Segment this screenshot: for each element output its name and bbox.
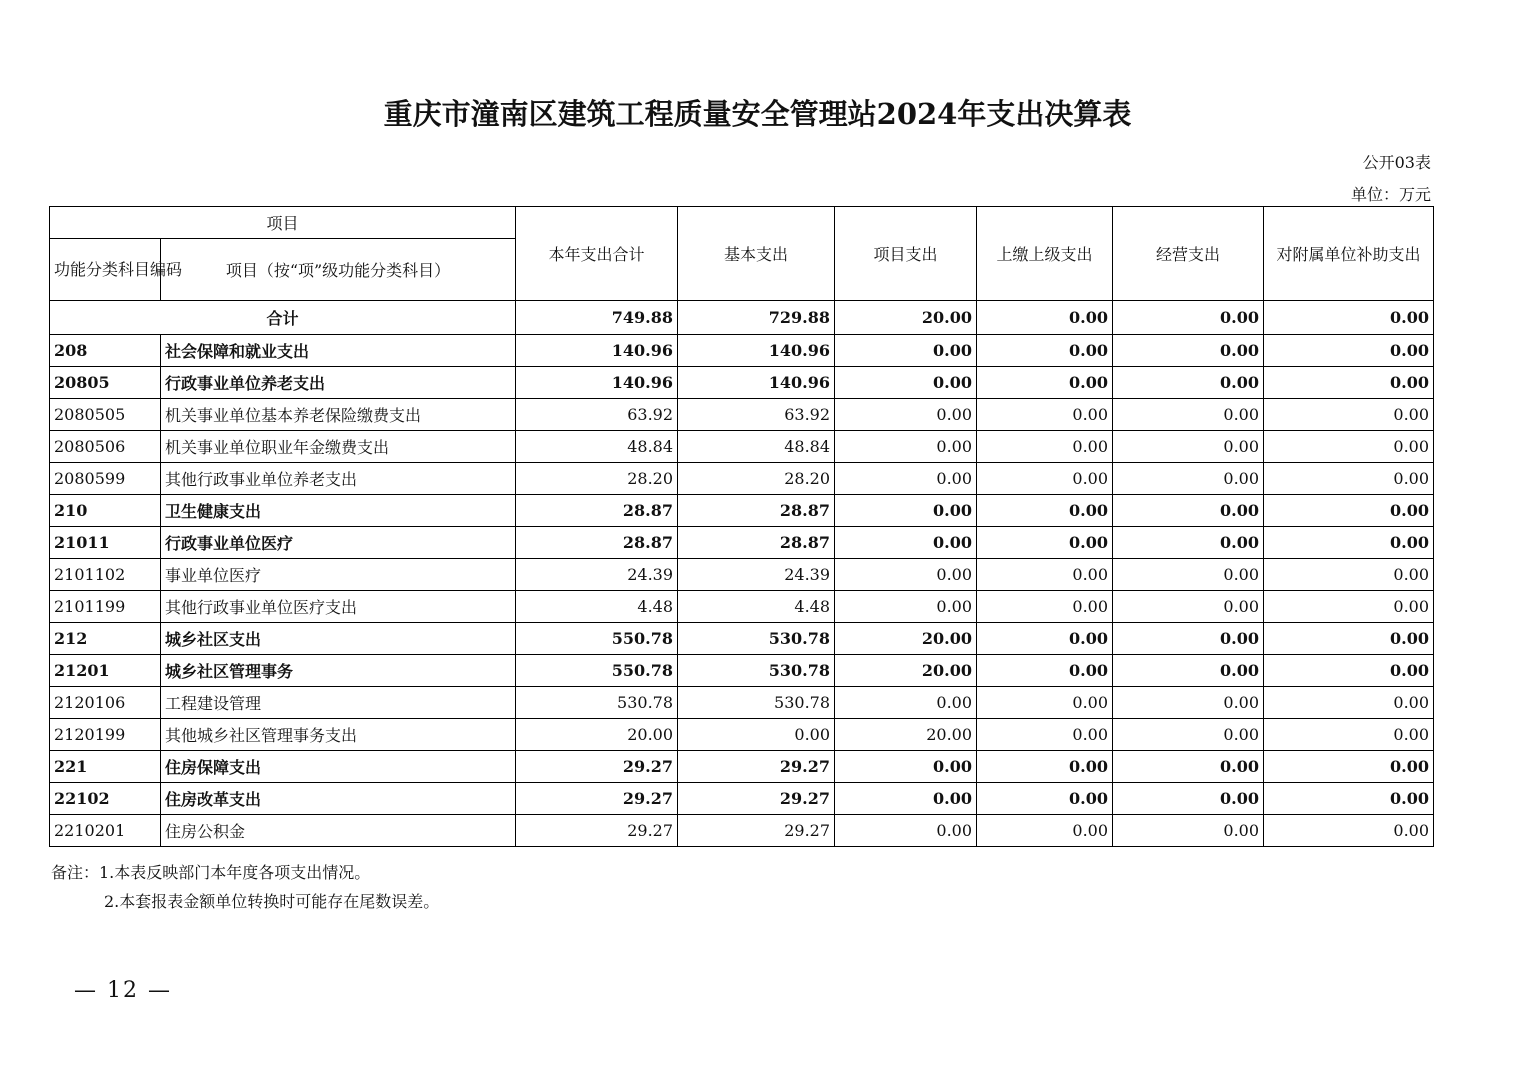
- cell-business: 0.00: [1113, 335, 1264, 367]
- cell-upper: 0.00: [977, 399, 1113, 431]
- cell-name: 其他行政事业单位养老支出: [161, 463, 516, 495]
- total-label: 合计: [50, 301, 516, 335]
- cell-name: 城乡社区支出: [161, 623, 516, 655]
- header-upper: 上缴上级支出: [977, 207, 1113, 301]
- cell-upper: 0.00: [977, 335, 1113, 367]
- cell-upper: 0.00: [977, 719, 1113, 751]
- cell-name: 卫生健康支出: [161, 495, 516, 527]
- cell-code: 221: [50, 751, 161, 783]
- cell-name: 机关事业单位职业年金缴费支出: [161, 431, 516, 463]
- cell-project: 0.00: [835, 367, 977, 399]
- cell-project: 0.00: [835, 463, 977, 495]
- cell-code: 2101102: [50, 559, 161, 591]
- header-project: 项目支出: [835, 207, 977, 301]
- cell-business: 0.00: [1113, 559, 1264, 591]
- cell-subsidy: 0.00: [1264, 335, 1434, 367]
- cell-basic: 530.78: [678, 623, 835, 655]
- cell-basic: 29.27: [678, 751, 835, 783]
- cell-business: 0.00: [1113, 431, 1264, 463]
- cell-code: 21011: [50, 527, 161, 559]
- table-row: [50, 783, 1434, 815]
- cell-business: 0.00: [1113, 783, 1264, 815]
- cell-code: 210: [50, 495, 161, 527]
- cell-business: 0.00: [1113, 463, 1264, 495]
- cell-subsidy: 0.00: [1264, 463, 1434, 495]
- cell-upper: 0.00: [977, 783, 1113, 815]
- cell-name: 社会保障和就业支出: [161, 335, 516, 367]
- cell-code: 20805: [50, 367, 161, 399]
- total-cell-business: 0.00: [1113, 301, 1264, 335]
- table-row: [50, 719, 1434, 751]
- cell-name: 事业单位医疗: [161, 559, 516, 591]
- form-number: 公开03表: [1362, 153, 1431, 172]
- cell-project: 0.00: [835, 495, 977, 527]
- cell-basic: 28.20: [678, 463, 835, 495]
- total-cell-upper: 0.00: [977, 301, 1113, 335]
- header-basic: 基本支出: [678, 207, 835, 301]
- cell-upper: 0.00: [977, 527, 1113, 559]
- cell-code: 22102: [50, 783, 161, 815]
- table-row: [50, 399, 1434, 431]
- total-cell-basic: 729.88: [678, 301, 835, 335]
- table-row: [50, 655, 1434, 687]
- cell-basic: 4.48: [678, 591, 835, 623]
- header-name: 项目（按“项”级功能分类科目）: [161, 239, 516, 301]
- cell-subsidy: 0.00: [1264, 559, 1434, 591]
- cell-total: 48.84: [516, 431, 678, 463]
- table-row: [50, 623, 1434, 655]
- table-row: [50, 591, 1434, 623]
- cell-code: 2210201: [50, 815, 161, 847]
- cell-project: 0.00: [835, 751, 977, 783]
- cell-total: 28.87: [516, 495, 678, 527]
- total-row: [50, 301, 1434, 335]
- cell-name: 行政事业单位医疗: [161, 527, 516, 559]
- cell-code: 2080505: [50, 399, 161, 431]
- cell-name: 行政事业单位养老支出: [161, 367, 516, 399]
- cell-upper: 0.00: [977, 367, 1113, 399]
- cell-basic: 28.87: [678, 527, 835, 559]
- cell-name: 住房改革支出: [161, 783, 516, 815]
- table-row: [50, 527, 1434, 559]
- cell-subsidy: 0.00: [1264, 687, 1434, 719]
- cell-total: 20.00: [516, 719, 678, 751]
- cell-code: 2101199: [50, 591, 161, 623]
- cell-business: 0.00: [1113, 367, 1264, 399]
- cell-business: 0.00: [1113, 495, 1264, 527]
- cell-project: 20.00: [835, 719, 977, 751]
- cell-total: 29.27: [516, 751, 678, 783]
- cell-code: 21201: [50, 655, 161, 687]
- cell-code: 208: [50, 335, 161, 367]
- cell-total: 28.87: [516, 527, 678, 559]
- cell-business: 0.00: [1113, 623, 1264, 655]
- table-row: [50, 815, 1434, 847]
- cell-total: 140.96: [516, 367, 678, 399]
- cell-upper: 0.00: [977, 751, 1113, 783]
- cell-project: 0.00: [835, 399, 977, 431]
- cell-business: 0.00: [1113, 591, 1264, 623]
- cell-basic: 530.78: [678, 687, 835, 719]
- cell-project: 20.00: [835, 655, 977, 687]
- note-line-2: 2.本套报表金额单位转换时可能存在尾数误差。: [104, 892, 440, 911]
- cell-basic: 29.27: [678, 783, 835, 815]
- cell-business: 0.00: [1113, 751, 1264, 783]
- header-item-group: 项目: [50, 207, 516, 239]
- table-row: [50, 495, 1434, 527]
- cell-subsidy: 0.00: [1264, 399, 1434, 431]
- table-row: [50, 431, 1434, 463]
- table-row: [50, 463, 1434, 495]
- cell-project: 0.00: [835, 815, 977, 847]
- cell-subsidy: 0.00: [1264, 367, 1434, 399]
- cell-subsidy: 0.00: [1264, 815, 1434, 847]
- cell-upper: 0.00: [977, 623, 1113, 655]
- cell-subsidy: 0.00: [1264, 751, 1434, 783]
- cell-business: 0.00: [1113, 687, 1264, 719]
- cell-subsidy: 0.00: [1264, 591, 1434, 623]
- total-cell-subsidy: 0.00: [1264, 301, 1434, 335]
- cell-upper: 0.00: [977, 687, 1113, 719]
- cell-basic: 48.84: [678, 431, 835, 463]
- cell-name: 工程建设管理: [161, 687, 516, 719]
- cell-name: 机关事业单位基本养老保险缴费支出: [161, 399, 516, 431]
- header-total: 本年支出合计: [516, 207, 678, 301]
- table-body: [50, 301, 1434, 847]
- unit-label: 单位：万元: [1350, 185, 1431, 204]
- cell-project: 0.00: [835, 335, 977, 367]
- cell-name: 其他城乡社区管理事务支出: [161, 719, 516, 751]
- cell-basic: 140.96: [678, 367, 835, 399]
- cell-upper: 0.00: [977, 655, 1113, 687]
- cell-name: 城乡社区管理事务: [161, 655, 516, 687]
- cell-upper: 0.00: [977, 815, 1113, 847]
- cell-business: 0.00: [1113, 527, 1264, 559]
- cell-total: 4.48: [516, 591, 678, 623]
- cell-total: 24.39: [516, 559, 678, 591]
- page-number: — 12 —: [74, 978, 172, 1003]
- cell-project: 0.00: [835, 687, 977, 719]
- cell-subsidy: 0.00: [1264, 719, 1434, 751]
- cell-subsidy: 0.00: [1264, 495, 1434, 527]
- cell-name: 住房公积金: [161, 815, 516, 847]
- cell-total: 550.78: [516, 623, 678, 655]
- cell-upper: 0.00: [977, 463, 1113, 495]
- cell-subsidy: 0.00: [1264, 655, 1434, 687]
- cell-code: 212: [50, 623, 161, 655]
- total-cell-project: 20.00: [835, 301, 977, 335]
- cell-basic: 140.96: [678, 335, 835, 367]
- cell-project: 0.00: [835, 783, 977, 815]
- cell-code: 2120106: [50, 687, 161, 719]
- cell-project: 0.00: [835, 431, 977, 463]
- cell-total: 140.96: [516, 335, 678, 367]
- cell-business: 0.00: [1113, 719, 1264, 751]
- table-row: [50, 751, 1434, 783]
- cell-basic: 24.39: [678, 559, 835, 591]
- cell-subsidy: 0.00: [1264, 623, 1434, 655]
- cell-business: 0.00: [1113, 655, 1264, 687]
- cell-basic: 29.27: [678, 815, 835, 847]
- header-business: 经营支出: [1113, 207, 1264, 301]
- cell-upper: 0.00: [977, 591, 1113, 623]
- cell-code: 2120199: [50, 719, 161, 751]
- cell-subsidy: 0.00: [1264, 783, 1434, 815]
- cell-name: 住房保障支出: [161, 751, 516, 783]
- total-cell-total: 749.88: [516, 301, 678, 335]
- table-row: [50, 559, 1434, 591]
- cell-code: 2080599: [50, 463, 161, 495]
- cell-upper: 0.00: [977, 431, 1113, 463]
- cell-name: 其他行政事业单位医疗支出: [161, 591, 516, 623]
- cell-total: 63.92: [516, 399, 678, 431]
- cell-business: 0.00: [1113, 399, 1264, 431]
- cell-subsidy: 0.00: [1264, 431, 1434, 463]
- cell-total: 550.78: [516, 655, 678, 687]
- cell-basic: 0.00: [678, 719, 835, 751]
- table-row: [50, 367, 1434, 399]
- cell-project: 20.00: [835, 623, 977, 655]
- cell-basic: 28.87: [678, 495, 835, 527]
- cell-total: 530.78: [516, 687, 678, 719]
- page-title: 重庆市潼南区建筑工程质量安全管理站2024年支出决算表: [383, 97, 1132, 131]
- cell-subsidy: 0.00: [1264, 527, 1434, 559]
- cell-upper: 0.00: [977, 495, 1113, 527]
- header-code: 功能分类科目编码: [50, 239, 161, 301]
- notes: [51, 858, 439, 916]
- expenditure-table: [49, 206, 1434, 847]
- cell-basic: 530.78: [678, 655, 835, 687]
- cell-total: 29.27: [516, 815, 678, 847]
- note-line-1: 备注：1.本表反映部门本年度各项支出情况。: [51, 863, 371, 882]
- cell-total: 29.27: [516, 783, 678, 815]
- cell-code: 2080506: [50, 431, 161, 463]
- cell-project: 0.00: [835, 527, 977, 559]
- table-row: [50, 335, 1434, 367]
- table-row: [50, 687, 1434, 719]
- header-subsidy: 对附属单位补助支出: [1264, 207, 1434, 301]
- cell-upper: 0.00: [977, 559, 1113, 591]
- cell-basic: 63.92: [678, 399, 835, 431]
- cell-project: 0.00: [835, 591, 977, 623]
- cell-total: 28.20: [516, 463, 678, 495]
- cell-project: 0.00: [835, 559, 977, 591]
- cell-business: 0.00: [1113, 815, 1264, 847]
